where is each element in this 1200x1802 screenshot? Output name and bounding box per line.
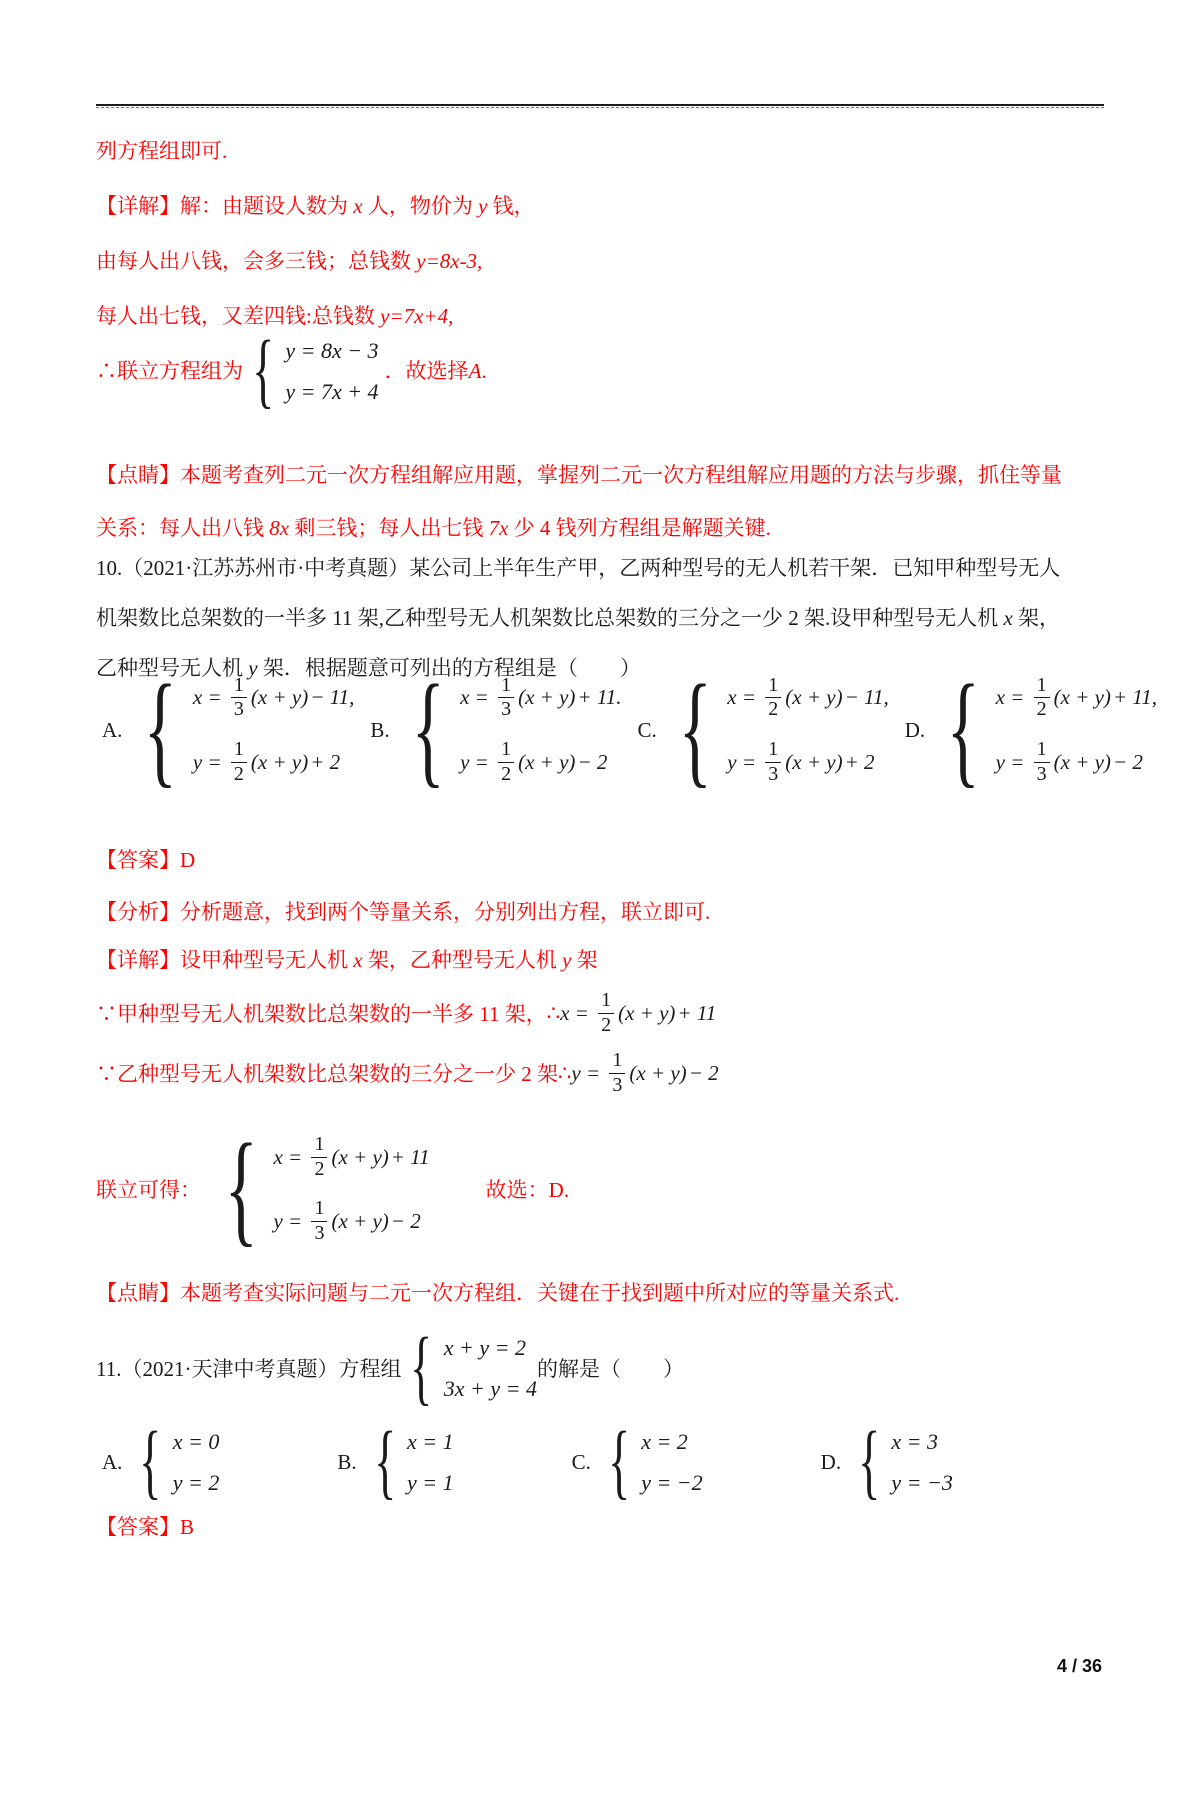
fraction: $\frac{1}{3}$ [609, 1050, 625, 1096]
fraction: $\frac{1}{2}$ [598, 990, 614, 1036]
text-run: 联立可得： [96, 1178, 201, 1203]
option-label: A. [102, 717, 123, 742]
equation: y = −3 [891, 1469, 953, 1495]
brace-icon: { [858, 1415, 881, 1509]
q10-detail-line [96, 947, 1104, 973]
equation-system [243, 324, 379, 417]
text-run: 由每人出八钱，会多三钱；总钱数 [96, 249, 417, 273]
option-label: D. [904, 717, 926, 742]
choose-answer-text: 故选：D. [485, 1178, 570, 1203]
q9-equation-line-1 [96, 248, 1104, 274]
brace-icon: { [607, 1415, 631, 1509]
equation: y = $\frac{1}{3}$ (x + y) − 2 [995, 738, 1143, 785]
q9-solution-tail-line [96, 138, 1104, 164]
text-run: ∵甲种型号无人机架数比总架数的一半多 11 架， [96, 1002, 547, 1027]
text-run: 架，乙种型号无人机 [362, 948, 563, 972]
text-run: 【点睛】本题考查列二元一次方程组解应用题，掌握列二元一次方程组解应用题的方法与步骤，抓住等量 [96, 463, 1062, 487]
q10-conclusion [96, 1119, 1104, 1259]
math-var: y [478, 194, 488, 218]
math-var: y [248, 656, 258, 680]
option-label: D. [820, 1449, 842, 1474]
text-run: 【点睛】本题考查实际问题与二元一次方程组．关键在于找到题中所对应的等量关系式. [96, 1281, 900, 1306]
therefore-symbol: ∴ [558, 1060, 572, 1085]
fraction: $\frac{1}{3}$ [498, 675, 514, 721]
text-run: 关系：每人出八钱 [96, 516, 270, 540]
math-var: x [1003, 606, 1013, 630]
option-d [820, 1415, 953, 1509]
text-run: ∴联立方程组为 [96, 359, 243, 383]
q10-reasoning-line-1 [96, 990, 1104, 1036]
text-run: . [481, 359, 487, 383]
q10-analysis-line [96, 899, 1104, 925]
q10-options-row [96, 660, 1158, 799]
option-a [102, 660, 355, 799]
answer-letter: D [180, 848, 196, 872]
q10-tip-line [96, 1280, 1104, 1306]
brace-icon: { [224, 1119, 258, 1259]
text-run: 机架数比总架数的一半多 11 架,乙种型号无人机架数比总架数的三分之一少 2 架.设甲种型号无人机 [96, 606, 1004, 630]
option-a [102, 1415, 220, 1509]
fraction: $\frac{1}{2}$ [231, 739, 247, 785]
equation: y = 2 [172, 1469, 220, 1495]
text-run: 每人出七钱，又差四钱:总钱数 [96, 304, 381, 328]
equation: y = $\frac{1}{2}$ (x + y) + 2 [192, 738, 341, 785]
text-run: 列方程组即可. [96, 139, 228, 163]
fraction: $\frac{1}{3}$ [231, 675, 247, 721]
answer-label: 【答案】 [96, 1515, 180, 1540]
answer-letter: B [180, 1515, 195, 1540]
brace-icon: { [946, 660, 981, 799]
equation: 3x + y = 4 [443, 1375, 538, 1401]
equation-system [130, 1415, 220, 1509]
brace-icon: { [252, 324, 275, 417]
text-run: 架， [1012, 606, 1061, 630]
page-number: 4 / 36 [1056, 1656, 1102, 1676]
fraction: $\frac{1}{3}$ [311, 1198, 327, 1244]
equation-system [665, 660, 889, 799]
system-equations [285, 338, 378, 405]
text-run: 少 4 钱列方程组是解题关键. [508, 516, 771, 540]
brace-icon: { [139, 1415, 162, 1509]
math-var: y [562, 948, 572, 972]
equation: x = $\frac{1}{3}$ (x + y) − 11, [192, 673, 355, 721]
text-run: 的解是（ ） [537, 1357, 685, 1382]
math-var: x [353, 948, 363, 972]
equation: y = 7x + 4 [285, 378, 379, 404]
therefore-symbol: ∴ [546, 1000, 561, 1025]
answer-label: 【答案】 [96, 848, 180, 872]
fraction: $\frac{1}{2}$ [498, 739, 514, 785]
text-run: 【详解】设甲种型号无人机 [96, 948, 354, 972]
inline-equation: x = $\frac{1}{2}$ (x + y) + 11 [560, 989, 717, 1036]
text-run: 架．根据题意可列出的方程组是（ ） [257, 656, 641, 680]
text-run: 钱， [487, 194, 535, 218]
text-run: 10.（2021·江苏苏州市·中考真题）某公司上半年生产甲，乙两种型号的无人机若干架．已知甲种型号无人 [96, 556, 1061, 580]
equation: y = $\frac{1}{3}$ (x + y) − 2 [273, 1197, 421, 1244]
equation: y = 1 [406, 1469, 454, 1495]
fraction: $\frac{1}{2}$ [1034, 675, 1050, 721]
equation: x = 0 [172, 1428, 220, 1454]
fraction: $\frac{1}{3}$ [1034, 739, 1050, 785]
equation: x = $\frac{1}{2}$ (x + y) + 11 [273, 1133, 430, 1180]
equation: x = $\frac{1}{3}$ (x + y) + 11. [460, 673, 622, 721]
text-run: 【分析】分析题意，找到两个等量关系，分别列出方程，联立即可. [96, 900, 711, 924]
inline-equation: y = $\frac{1}{3}$ (x + y) − 2 [571, 1049, 719, 1096]
option-c [637, 660, 889, 799]
option-label: C. [637, 717, 657, 742]
header-rule [96, 104, 1104, 108]
equation: x + y = 2 [443, 1334, 527, 1360]
pdf-page [0, 104, 1200, 1802]
fraction: $\frac{1}{2}$ [311, 1134, 327, 1180]
answer-letter: A [468, 359, 482, 383]
equation-system [933, 660, 1158, 799]
brace-icon: { [678, 660, 712, 799]
option-label: B. [370, 717, 390, 742]
q9-equation-line-2 [96, 303, 1104, 329]
math-expression: y=7x+4, [380, 304, 454, 328]
math-expression: 7x [488, 516, 509, 540]
equation: x = $\frac{1}{2}$ (x + y) − 11, [727, 673, 889, 721]
text-run: ．故选择 [384, 359, 469, 383]
text-run: 乙种型号无人机 [96, 656, 249, 680]
brace-icon: { [411, 660, 445, 799]
text-run: 人，物价为 [362, 194, 479, 218]
equation-system [211, 1119, 430, 1259]
equation: y = $\frac{1}{3}$ (x + y) + 2 [727, 738, 875, 785]
equation: y = $\frac{1}{2}$ (x + y) − 2 [460, 738, 608, 785]
math-expression: y=8x-3, [416, 249, 483, 273]
brace-icon: { [410, 1321, 433, 1415]
equation: x = 3 [891, 1428, 939, 1454]
fraction: $\frac{1}{3}$ [765, 739, 781, 785]
q9-detail-line [96, 193, 1104, 219]
q10-answer-line [96, 847, 1104, 873]
math-expression: 8x [269, 516, 290, 540]
equation: x = 1 [406, 1428, 454, 1454]
equation: x = 2 [641, 1428, 688, 1454]
text-run: 【详解】解：由题设人数为 [96, 194, 354, 218]
equation: y = 8x − 3 [285, 337, 379, 363]
brace-icon: { [373, 1415, 396, 1509]
equation-system [599, 1415, 703, 1509]
equation-system [365, 1415, 454, 1509]
q9-tip-paragraph [96, 449, 1104, 555]
q10-reasoning-line-2 [96, 1050, 1104, 1096]
option-d [904, 660, 1158, 799]
q11-options-row [96, 1415, 1104, 1509]
math-var: x [353, 194, 363, 218]
equation: x = $\frac{1}{2}$ (x + y) + 11, [995, 673, 1158, 721]
option-c [571, 1415, 703, 1509]
option-label: B. [337, 1449, 357, 1474]
q9-conclusion-line [96, 324, 1104, 417]
equation: y = −2 [641, 1469, 703, 1495]
equation-system [398, 660, 622, 799]
equation-system [849, 1415, 953, 1509]
equation-system [401, 1321, 538, 1415]
text-run: 剩三钱；每人出七钱 [289, 516, 489, 540]
option-label: C. [571, 1449, 591, 1474]
option-label: A. [102, 1449, 123, 1474]
fraction: $\frac{1}{2}$ [765, 675, 781, 721]
text-run: 11.（2021·天津中考真题）方程组 [96, 1357, 402, 1382]
question-11-stem [96, 1321, 1104, 1415]
option-b [337, 1415, 454, 1509]
q11-answer-line [96, 1514, 1104, 1540]
brace-icon: { [144, 660, 178, 799]
text-run: 架 [571, 948, 598, 972]
text-run: ∵乙种型号无人机架数比总架数的三分之一少 2 架 [96, 1062, 558, 1087]
